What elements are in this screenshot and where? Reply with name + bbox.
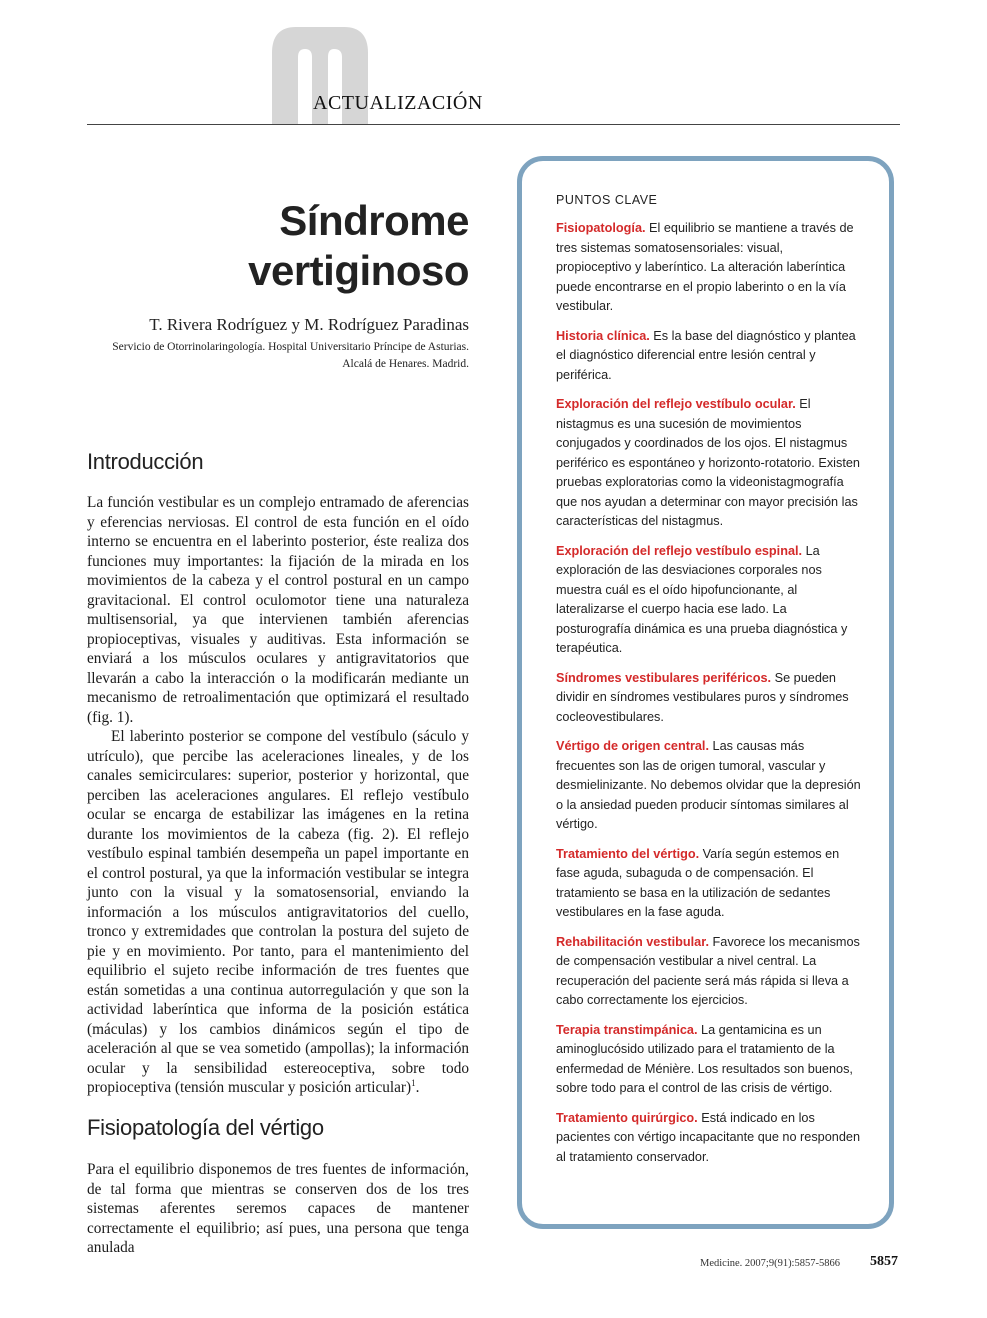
key-points-title: PUNTOS CLAVE	[556, 193, 658, 207]
section-body-introduccion	[87, 493, 469, 1098]
paragraph	[87, 727, 469, 1098]
key-point	[556, 669, 861, 728]
key-point-text: El equilibrio se mantiene a través de tres sistemas somatosensoriales: visual, propioceptivo y laberíntico. La alteración laberíntica puede encontrarse en el propio laberinto o en la vía vestibular.	[556, 221, 854, 313]
reference-marker[interactable]: 1	[411, 1077, 416, 1088]
affiliation	[87, 339, 469, 373]
paragraph-text: El laberinto posterior se compone del vestíbulo (sáculo y utrículo), que percibe las aceleraciones lineales, y de los canales semicirculares: superior, posterior y horizontal, que perciben las aceleraciones angulares. El reflejo vestíbulo ocular se encarga de estabilizar las imágenes en la retina durante los movimientos de la cabeza (fig. 2). El reflejo vestíbulo espinal también desempeña un papel importante en el control postural, ya que la información vestibular se integra junto con la visual y la somatosensorial, enviando la información a los músculos antigravitatorios del cuello, tronco y extremidades que controlan la postura del sujeto de pie y en movimiento. Por tanto, para el mantenimiento del equilibrio el sujeto recibe información de tres fuentes que están sometidas a una continua autorregulación y que son la actividad laberíntica que informa de la posición estática (máculas) y los cambios dinámicos según el tipo de aceleración al que se vea sometido (ampollas); la información ocular y la sensibilidad estereoceptiva, sobre todo propioceptiva (tensión muscular y posición articular)	[87, 728, 469, 1096]
paragraph: La función vestibular es un complejo entramado de aferencias y eferencias nerviosas. El control de esta función en el oído interno se encuentra en el laberinto posterior, éste realiza dos funciones muy importantes: la fijación de la mirada en los movimientos de la cabeza y el control postural en un campo gravitacional. El control oculomotor tiene una naturaleza multisensorial, ya que intervienen también aferencias propioceptivas, visuales y auditivas. Esta información se enviará a los músculos oculares y antigravitatorios que llevarán a cabo la interacción o la modificarán mediante un mecanismo de retroalimentación que optimizará el resultado (fig. 1).	[87, 494, 469, 726]
section-label: ACTUALIZACIÓN	[313, 92, 483, 114]
affiliation-line-1: Servicio de Otorrinolaringología. Hospital Universitario Príncipe de Asturias.	[112, 341, 469, 353]
key-point-term: Exploración del reflejo vestíbulo ocular.	[556, 397, 796, 411]
key-point-term: Tratamiento del vértigo.	[556, 846, 700, 861]
key-point	[556, 542, 861, 659]
key-point	[556, 737, 861, 835]
key-point-term: Tratamiento quirúrgico.	[556, 1110, 698, 1125]
title-line-1: Síndrome	[279, 197, 469, 244]
authors: T. Rivera Rodríguez y M. Rodríguez Paradinas	[149, 315, 469, 334]
key-point-text: Está indicado en los pacientes con vértigo incapacitante que no responden al tratamiento conservador.	[556, 1110, 861, 1164]
key-point-term: Exploración del reflejo vestíbulo espinal.	[556, 543, 803, 558]
key-point-text: La exploración de las desviaciones corporales nos muestra cuál es el oído hipofuncionante, al lateralizarse el cuerpo hacia ese lado. La posturografía dinámica es una prueba diagnóstica y terapéutica.	[556, 543, 848, 655]
key-point-text: Varía según estemos en fase aguda, subaguda o de compensación. El tratamiento se basa en la utilización de sedantes vestibulares en la fase aguda.	[556, 846, 840, 919]
affiliation-line-2: Alcalá de Henares. Madrid.	[342, 358, 469, 370]
key-point-term: Síndromes vestibulares periféricos.	[556, 670, 772, 685]
footer-citation: Medicine. 2007;9(91):5857-5866	[700, 1258, 840, 1269]
key-point-text: El nistagmus es una sucesión de movimientos conjugados y coordinados de los ojos. El nistagmus periférico es espontáneo y horizonto-rotatorio. Existen pruebas exploratorias como la videonistagmografía que nos ayudan a determinar con mayor precisión las características del nistagmus.	[556, 397, 860, 528]
key-point	[556, 933, 861, 1011]
section-body-fisiopatologia	[87, 1160, 469, 1258]
page-number: 5857	[870, 1254, 898, 1269]
key-points-content	[556, 193, 861, 1177]
section-heading-introduccion: Introducción	[87, 449, 204, 474]
key-point-text: La gentamicina es un aminoglucósido utilizado para el tratamiento de la enfermedad de Ménière. Los resultados son buenos, sobre todo para el control de las crisis de vértigo.	[556, 1022, 853, 1095]
article-title	[87, 196, 469, 296]
title-line-2: vertiginoso	[248, 247, 469, 294]
key-point	[556, 327, 861, 386]
key-point-text: Se pueden dividir en síndromes vestibulares puros y síndromes cocleovestibulares.	[556, 670, 849, 724]
key-point	[556, 1109, 861, 1168]
key-points-box	[517, 156, 894, 1229]
section-heading-fisiopatologia: Fisiopatología del vértigo	[87, 1115, 324, 1140]
key-point-text: Las causas más frecuentes son las de origen tumoral, vascular y desmielinizante. No debemos olvidar que la depresión o la ansiedad pueden producir síntomas similares al vértigo.	[556, 739, 861, 831]
key-point-term: Rehabilitación vestibular.	[556, 934, 709, 949]
key-point	[556, 395, 861, 532]
key-point	[556, 219, 861, 317]
paragraph: Para el equilibrio disponemos de tres fuentes de información, de tal forma que mientras se conserven dos de los tres sistemas aferentes seremos capaces de mantener correctamente el equilibrio; así pues, una persona que tenga anulada	[87, 1161, 469, 1256]
paragraph-end: .	[415, 1079, 420, 1096]
key-point-text: Favorece los mecanismos de compensación vestibular a nivel central. La recuperación del paciente será más rápida si lleva a cabo correctamente los ejercicios.	[556, 934, 860, 1007]
key-point-text: Es la base del diagnóstico y plantea el diagnóstico diferencial entre lesión central y periférica.	[556, 328, 856, 382]
key-point-term: Fisiopatología.	[556, 221, 646, 235]
key-point-term: Terapia transtimpánica.	[556, 1022, 698, 1037]
key-point-term: Vértigo de origen central.	[556, 739, 709, 753]
header-rule	[87, 124, 900, 125]
key-point	[556, 845, 861, 923]
key-point	[556, 1021, 861, 1099]
key-point-term: Historia clínica.	[556, 328, 650, 343]
